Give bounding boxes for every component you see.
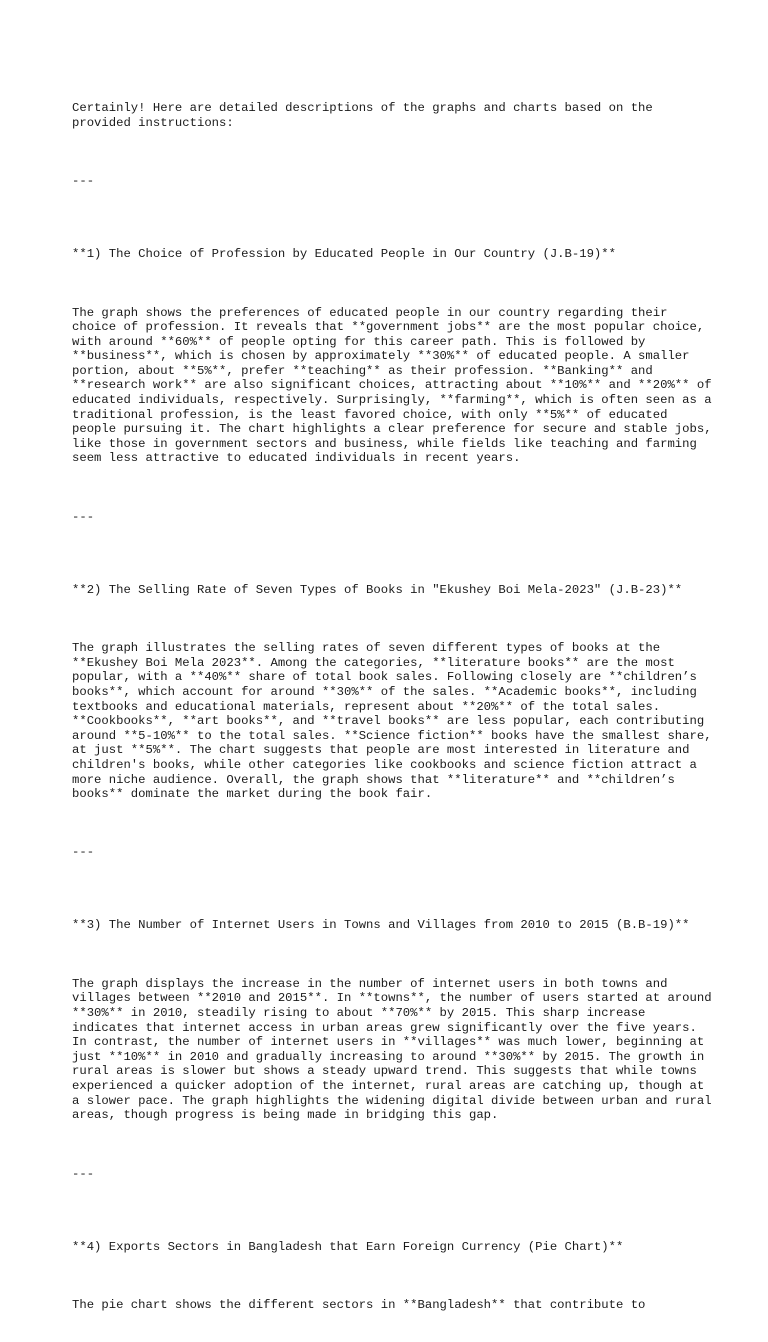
section-body: The graph displays the increase in the number of internet users in both towns and villages between **2010 and 2015**. In **towns**, the number of users started at around **30%** in 2010, steadily rising to about **70%** by 2015. This sharp increase indicates that internet access in urban areas grew significantly over the five years. In contrast, the number of internet users in **villages** was much lower, beginning at just **10%** in 2010 and gradually increasing to around **30%** by 2015. The growth in rural areas is slower but shows a steady upward trend. This suggests that while towns experienced a quicker adoption of the internet, rural areas are catching up, though at a slower pace. The graph highlights the widening digital divide between urban and rural areas, though progress is being made in bridging this gap. <box>72 976 719 1123</box>
document-page <box>72 72 719 1342</box>
section-heading: **1) The Choice of Profession by Educated People in Our Country (J.B-19)** <box>72 247 616 262</box>
intro-paragraph: Certainly! Here are detailed descriptions of the graphs and charts based on the provided instructions: <box>72 101 661 130</box>
section-body: The graph shows the preferences of educated people in our country regarding their choice of profession. It reveals that **government jobs** are the most popular choice, with around **60%** of people opting for this career path. This is followed by **business**, which is chosen by approximately **30%** of educated people. A smaller portion, about **5%**, prefer **teaching** as their profession. **Banking** and **research work** are also significant choices, attracting about **10%** and **20%** of educated individuals, respectively. Surprisingly, **farming**, which is often seen as a traditional profession, is the least favored choice, with only **5%** of educated people pursuing it. The chart highlights a clear preference for secure and stable jobs, like those in government sectors and business, while fields like teaching and farming seem less attractive to educated individuals in recent years. <box>72 305 719 466</box>
section-heading: **4) Exports Sectors in Bangladesh that Earn Foreign Currency (Pie Chart)** <box>72 1239 624 1254</box>
section-heading: **3) The Number of Internet Users in Towns and Villages from 2010 to 2015 (B.B-19)** <box>72 918 690 933</box>
separator: --- <box>72 845 95 860</box>
section-body: The pie chart shows the different sectors in **Bangladesh** that contribute to <box>72 1297 646 1312</box>
separator: --- <box>72 509 95 524</box>
section-body: The graph illustrates the selling rates of seven different types of books at the **Ekushey Boi Mela 2023**. Among the categories, **literature books** are the most popular, with a **40%** share of total book sales. Following closely are **children’s books**, which account for around **30%** of the sales. **Academic books**, including textbooks and educational materials, represent about **20%** of the total sales. **Cookbooks**, **art books**, and **travel books** are less popular, each contributing around **5-10%** to the total sales. **Science fiction** books have the smallest share, at just **5%**. The chart suggests that people are most interested in literature and children's books, while other categories like cookbooks and science fiction attract a more niche audience. Overall, the graph shows that **literature** and **children’s books** dominate the market during the book fair. <box>72 641 719 802</box>
separator: --- <box>72 174 95 189</box>
separator: --- <box>72 1166 95 1181</box>
section-heading: **2) The Selling Rate of Seven Types of Books in "Ekushey Boi Mela-2023" (J.B-23)** <box>72 582 683 597</box>
